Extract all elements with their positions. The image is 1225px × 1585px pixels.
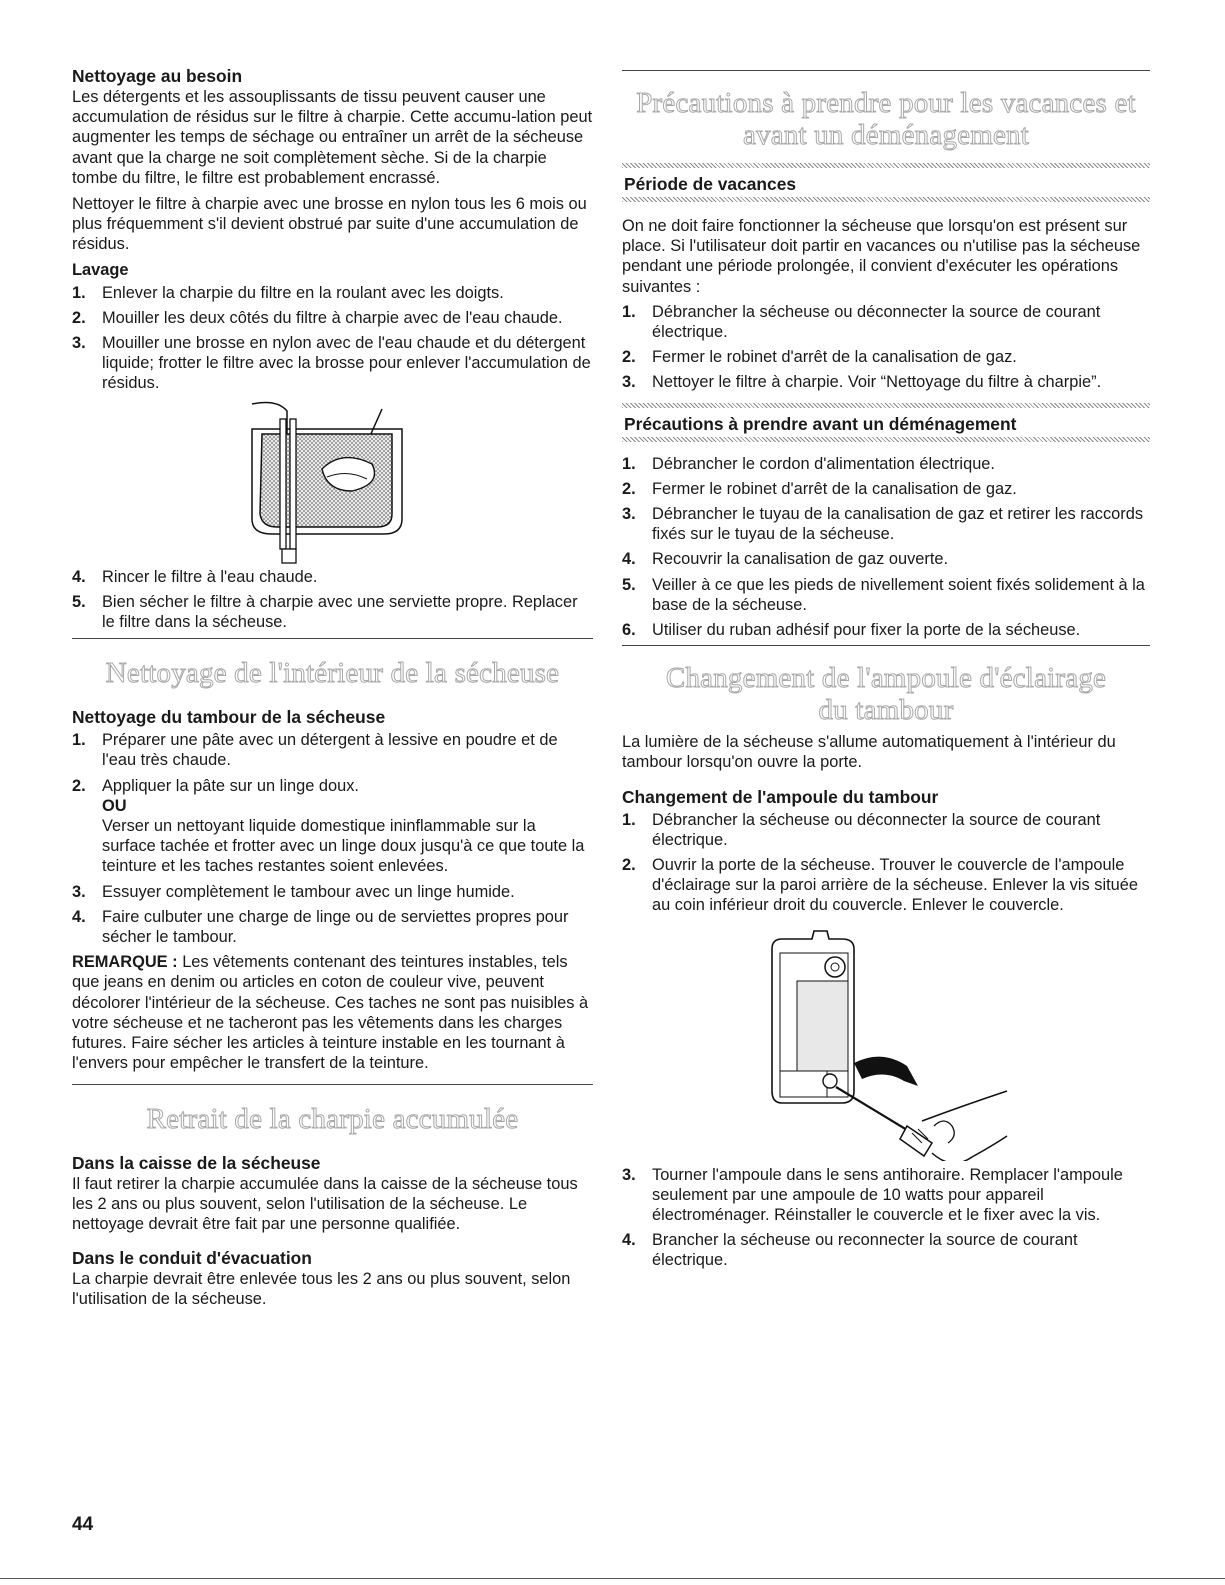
paragraph: La charpie devrait être enlevée tous les 2 ans ou plus souvent, selon l'utilisation de la sécheuse. (72, 1270, 571, 1309)
note: REMARQUE : Les vêtements contenant des teintures instables, tels que jeans en denim ou articles en coton de couleur vive, peuvent décolorer l'intérieur de la sécheuse. Ces taches ne sont pas nuisibles à votre sécheuse et ne tacheront pas les vêtements dans les charges futures. Faire sécher les articles à teinture instable en les tournant à l'envers pour empêcher le transfert de la teinture. (72, 953, 589, 1073)
section-divider (622, 645, 1150, 646)
right-column (622, 0, 1150, 1276)
list-item: 4. Faire culbuter une charge de linge ou de serviettes propres pour sécher le tambour. (72, 907, 569, 947)
heading-conduit: Dans le conduit d'évacuation (72, 1248, 312, 1269)
list-item: 3. Mouiller une brosse en nylon avec de l'eau chaude et du détergent liquide; frotter le filtre avec la brosse pour enlever l'accumulation de résidus. (72, 334, 591, 393)
paragraph: Les détergents et les assouplissants de tissu peuvent causer une accumulation de résidus sur le filtre à charpie. Cette accumu-lation peut augmenter les temps de séchage ou entraîner un arrêt de la sécheuse avant que la charge ne soit complètement sèche. Si de la charpie tombe du filtre, le filtre est probablement encrassé. (72, 88, 593, 187)
list-item: 4. Brancher la sécheuse ou reconnecter la source de courant électrique. (622, 1231, 1078, 1270)
page-number: 44 (72, 1514, 94, 1535)
list-item: 3. Nettoyer le filtre à charpie. Voir “Nettoyage du filtre à charpie”. (622, 373, 1102, 392)
section-title: Retrait de la charpie accumulée (146, 1102, 519, 1135)
section-title: Changement de l'ampoule d'éclairage du tambour (665, 662, 1107, 727)
bottom-rule (0, 1578, 1225, 1579)
steps-demenagement (622, 454, 1150, 641)
heading-caisse: Dans la caisse de la sécheuse (72, 1152, 321, 1173)
list-item: 5. Bien sécher le filtre à charpie avec une serviette propre. Replacer le filtre dans la sécheuse. (72, 592, 578, 632)
lint-filter-illustration (72, 399, 593, 567)
list-item: 1. Enlever la charpie du filtre en la roulant avec les doigts. (72, 283, 504, 302)
list-item: 1. Débrancher la sécheuse ou déconnecter la source de courant électrique. (622, 810, 1101, 849)
list-item: 2. Appliquer la pâte sur un linge doux. OU Verser un nettoyant liquide domestique ininflammable sur la surface tachée et frotter avec un linge doux jusqu'à ce que toute la teinture et les taches restantes soient enlevées. (72, 776, 585, 876)
list-item: 2. Fermer le robinet d'arrêt de la canalisation de gaz. (622, 348, 1017, 367)
list-item: 2. Mouiller les deux côtés du filtre à charpie avec de l'eau chaude. (72, 308, 563, 327)
list-item: 3. Essuyer complètement le tambour avec un linge humide. (72, 882, 515, 901)
steps-vacances (622, 302, 1150, 393)
list-item: 1. Débrancher la sécheuse ou déconnecter la source de courant électrique. (622, 302, 1101, 342)
paragraph: Il faut retirer la charpie accumulée dans la caisse de la sécheuse tous les 2 ans ou plus souvent, selon l'utilisation de la sécheuse. Le nettoyage devrait être fait par une personne qualifiée. (72, 1174, 578, 1233)
heading-demenagement: Précautions à prendre avant un déménagement (624, 413, 1017, 434)
list-item: 2. Ouvrir la porte de la sécheuse. Trouver le couvercle de l'ampoule d'éclairage sur la paroi arrière de la sécheuse. Enlever la vis située au coin inférieur droit du couvercle. Enlever le couvercle. (622, 856, 1138, 915)
section-title: Nettoyage de l'intérieur de la sécheuse (105, 657, 560, 690)
paragraph: La lumière de la sécheuse s'allume automatiquement à l'intérieur du tambour lorsqu'on ouvre la porte. (622, 733, 1116, 772)
heading-nettoyage-tambour: Nettoyage du tambour de la sécheuse (72, 707, 386, 728)
hatch-divider (622, 197, 1150, 202)
section-divider (72, 1084, 593, 1085)
steps-ampoule-suite (622, 1165, 1150, 1271)
list-item: 5. Veiller à ce que les pieds de nivellement soient fixés solidement à la base de la sécheuse. (622, 575, 1145, 614)
hatch-divider (622, 163, 1150, 168)
list-item: 4. Recouvrir la canalisation de gaz ouverte. (622, 550, 949, 569)
list-item: 6. Utiliser du ruban adhésif pour fixer la porte de la sécheuse. (622, 621, 1081, 640)
hatch-divider (622, 437, 1150, 442)
list-item: 1. Préparer une pâte avec un détergent à lessive en poudre et de l'eau très chaude. (72, 731, 558, 770)
steps-lavage-suite (72, 567, 593, 633)
steps-ampoule (622, 810, 1150, 916)
bulb-cover-screwdriver-icon (622, 921, 1150, 1161)
heading-nettoyage-au-besoin: Nettoyage au besoin (72, 66, 243, 86)
list-item: 1. Débrancher le cordon d'alimentation électrique. (622, 454, 995, 473)
section-divider (72, 638, 593, 639)
paragraph: Nettoyer le filtre à charpie avec une brosse en nylon tous les 6 mois ou plus fréquemment s'il devient obstrué par suite d'une accumulation de résidus. (72, 195, 587, 254)
heading-changement-ampoule: Changement de l'ampoule du tambour (622, 786, 939, 807)
heading-periode-vacances: Période de vacances (624, 174, 797, 194)
list-item: 4. Rincer le filtre à l'eau chaude. (72, 567, 318, 586)
section-title: Précautions à prendre pour les vacances et avant un déménagement (636, 87, 1136, 151)
steps-tambour (72, 730, 593, 947)
list-item: 3. Débrancher le tuyau de la canalisation de gaz et retirer les raccords fixés sur le tuyau de la sécheuse. (622, 505, 1144, 544)
hatch-divider (622, 403, 1150, 408)
subheading-lavage: Lavage (72, 260, 129, 279)
section-divider (622, 70, 1150, 71)
lint-filter-brush-icon (72, 399, 593, 567)
paragraph: On ne doit faire fonctionner la sécheuse que lorsqu'on est présent sur place. Si l'utilisateur doit partir en vacances ou n'utilise pas la sécheuse pendant une période prolongée, il convient d'exécuter les opérations suivantes : (622, 217, 1141, 296)
list-item: 3. Tourner l'ampoule dans le sens antihoraire. Remplacer l'ampoule seulement par une ampoule de 10 watts pour appareil électroménager. Réinstaller le couvercle et le fixer avec la vis. (622, 1165, 1123, 1225)
left-column (72, 0, 593, 1310)
bulb-cover-illustration (622, 921, 1150, 1161)
steps-lavage (72, 283, 593, 394)
list-item: 2. Fermer le robinet d'arrêt de la canalisation de gaz. (622, 479, 1017, 498)
